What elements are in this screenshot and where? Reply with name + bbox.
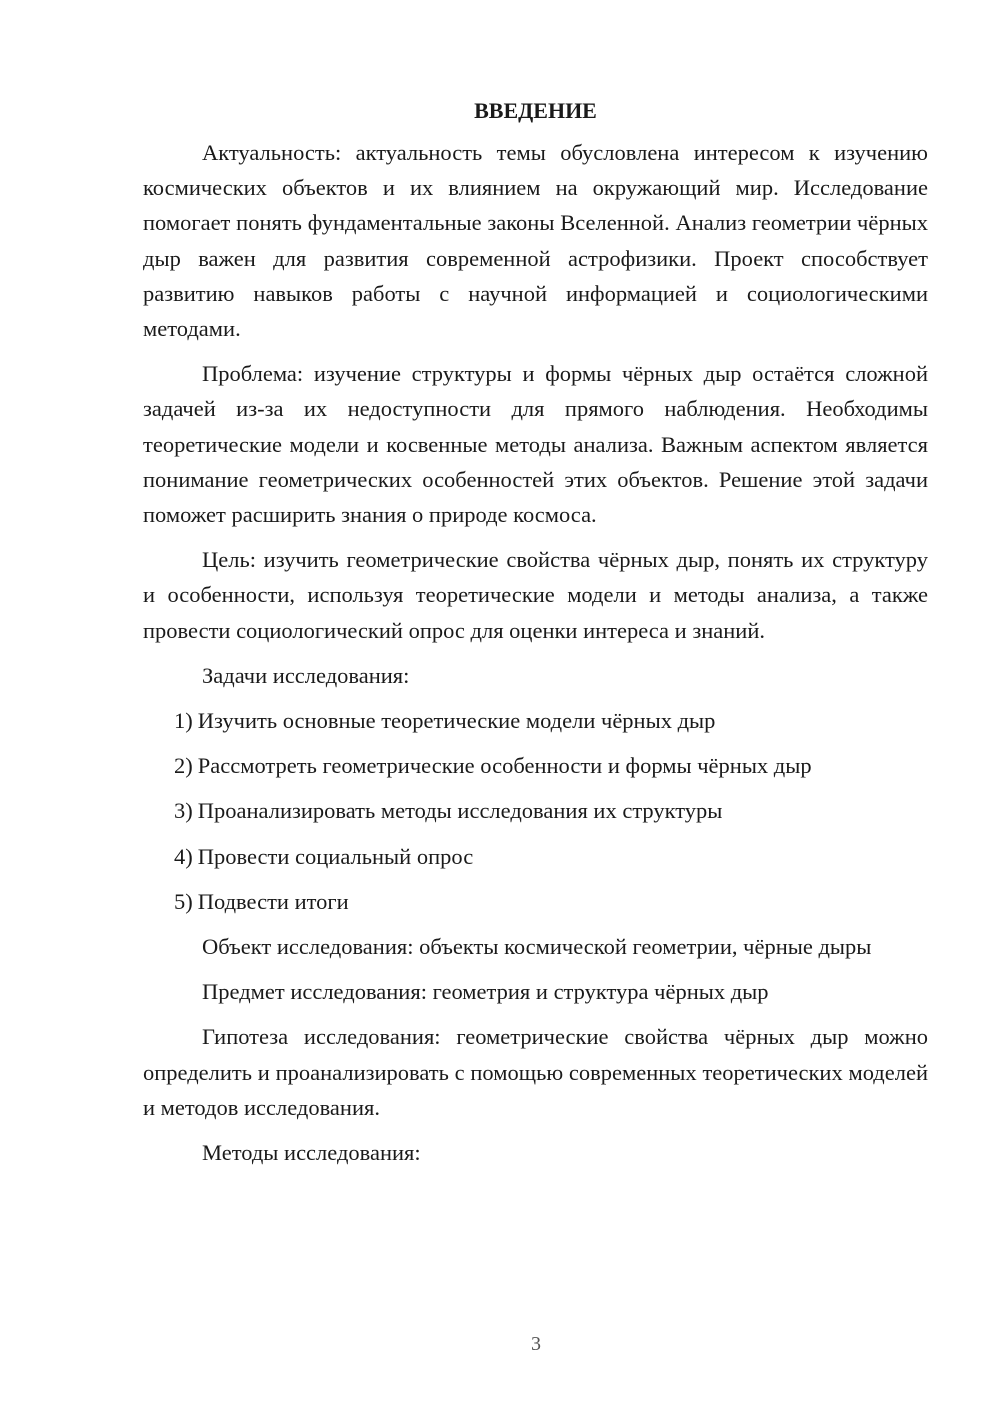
task-item <box>143 793 928 828</box>
task-item <box>143 884 928 919</box>
page-body <box>143 95 928 1180</box>
task-text: Подвести итоги <box>197 888 349 914</box>
subject-paragraph: Предмет исследования: геометрия и структура чёрных дыр <box>202 979 769 1005</box>
goal-paragraph: Цель: изучить геометрические свойства чёрных дыр, понять их структуру и особенности, используя теоретические модели и методы анализа, а также провести социологический опрос для оценки интереса и знаний. <box>143 547 928 643</box>
tasks-heading: Задачи исследования: <box>202 662 410 688</box>
methods-heading: Методы исследования: <box>202 1140 421 1166</box>
task-number: 2) <box>174 753 193 779</box>
task-item <box>143 839 928 874</box>
task-text: Провести социальный опрос <box>197 843 474 869</box>
relevance-paragraph: Актуальность: актуальность темы обусловлена интересом к изучению космических объектов и их влиянием на окружающий мир. Исследование помогает понять фундаментальные законы Вселенной. Анализ геометрии чёрных дыр важен для развития современной астрофизики. Проект способствует развитию навыков работы с научной информацией и социологическими методами. <box>143 140 928 342</box>
task-text: Рассмотреть геометрические особенности и формы чёрных дыр <box>197 753 812 779</box>
section-title: ВВЕДЕНИЕ <box>474 98 597 123</box>
task-text: Проанализировать методы исследования их структуры <box>197 798 723 824</box>
task-text: Изучить основные теоретические модели чёрных дыр <box>197 708 716 734</box>
hypothesis-paragraph: Гипотеза исследования: геометрические свойства чёрных дыр можно определить и проанализировать с помощью современных теоретических моделей и методов исследования. <box>143 1024 928 1120</box>
object-paragraph: Объект исследования: объекты космической геометрии, чёрные дыры <box>202 934 872 960</box>
problem-paragraph: Проблема: изучение структуры и формы чёрных дыр остаётся сложной задачей из-за их недоступности для прямого наблюдения. Необходимы теоретические модели и косвенные методы анализа. Важным аспектом является понимание геометрических особенностей этих объектов. Решение этой задачи поможет расширить знания о природе космоса. <box>143 361 928 528</box>
task-number: 4) <box>174 843 193 869</box>
page-number: 3 <box>531 1333 541 1355</box>
task-number: 3) <box>174 798 193 824</box>
task-item <box>143 748 928 783</box>
task-item <box>143 703 928 738</box>
task-number: 5) <box>174 888 193 914</box>
task-number: 1) <box>174 708 193 734</box>
